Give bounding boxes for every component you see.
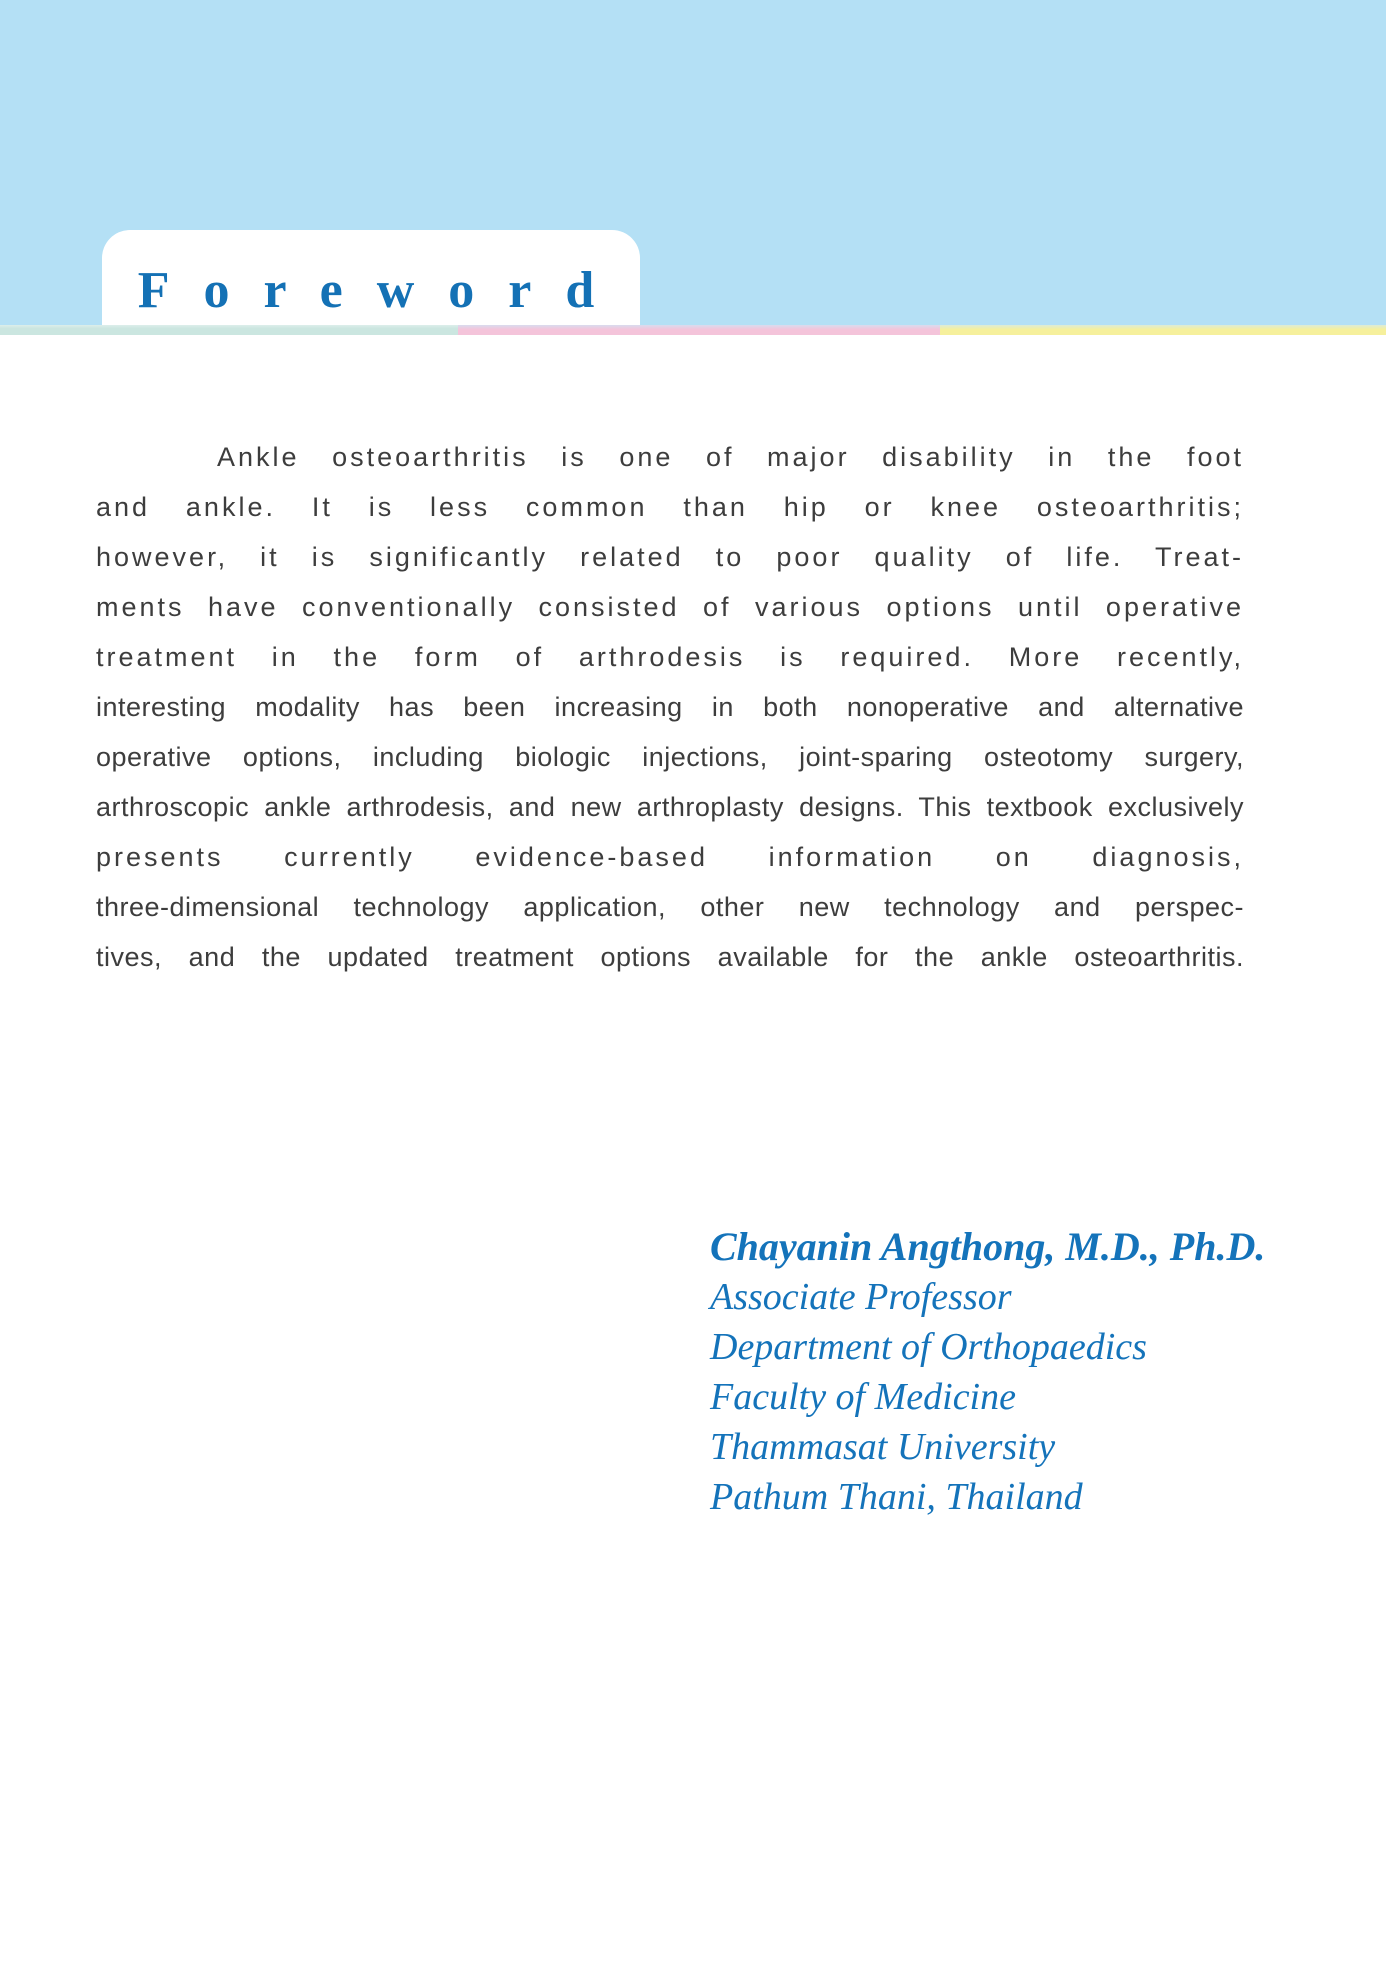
accent-stripe-yellow	[940, 325, 1386, 335]
paragraph-line: interesting modality has been increasing in both nonoperative and alternative	[96, 692, 1244, 722]
signature-block	[710, 1222, 1265, 1522]
body-paragraph	[96, 432, 1244, 982]
signature-line: Associate Professor	[710, 1276, 1012, 1318]
accent-stripe-row	[0, 325, 1386, 335]
paragraph-line: ments have conventionally consisted of various options until operative	[96, 592, 1244, 622]
paragraph-line: Ankle osteoarthritis is one of major disability in the foot	[217, 442, 1244, 472]
signature-line: Pathum Thani, Thailand	[710, 1476, 1083, 1518]
paragraph-line: three-dimensional technology application, other new technology and perspec-	[96, 892, 1244, 922]
paragraph-line: presents currently evidence-based information on diagnosis,	[96, 842, 1244, 872]
paragraph-line: arthroscopic ankle arthrodesis, and new arthroplasty designs. This textbook exclusively	[96, 792, 1244, 822]
signature-line: Department of Orthopaedics	[710, 1326, 1147, 1368]
foreword-tab	[102, 230, 640, 325]
paragraph-line: tives, and the updated treatment options available for the ankle osteoarthritis.	[96, 942, 1244, 972]
page-title: Foreword	[137, 262, 629, 319]
paragraph-line: however, it is significantly related to poor quality of life. Treat-	[96, 542, 1244, 572]
paragraph-line: operative options, including biologic injections, joint-sparing osteotomy surgery,	[96, 742, 1244, 772]
signature-name: Chayanin Angthong, M.D., Ph.D.	[710, 1224, 1266, 1269]
signature-line: Faculty of Medicine	[710, 1376, 1016, 1418]
signature-line: Thammasat University	[710, 1426, 1056, 1468]
paragraph-line: treatment in the form of arthrodesis is required. More recently,	[96, 642, 1244, 672]
paragraph-line: and ankle. It is less common than hip or knee osteoarthritis;	[96, 492, 1244, 522]
accent-stripe-pink	[458, 325, 940, 335]
accent-stripe-green	[0, 325, 458, 335]
